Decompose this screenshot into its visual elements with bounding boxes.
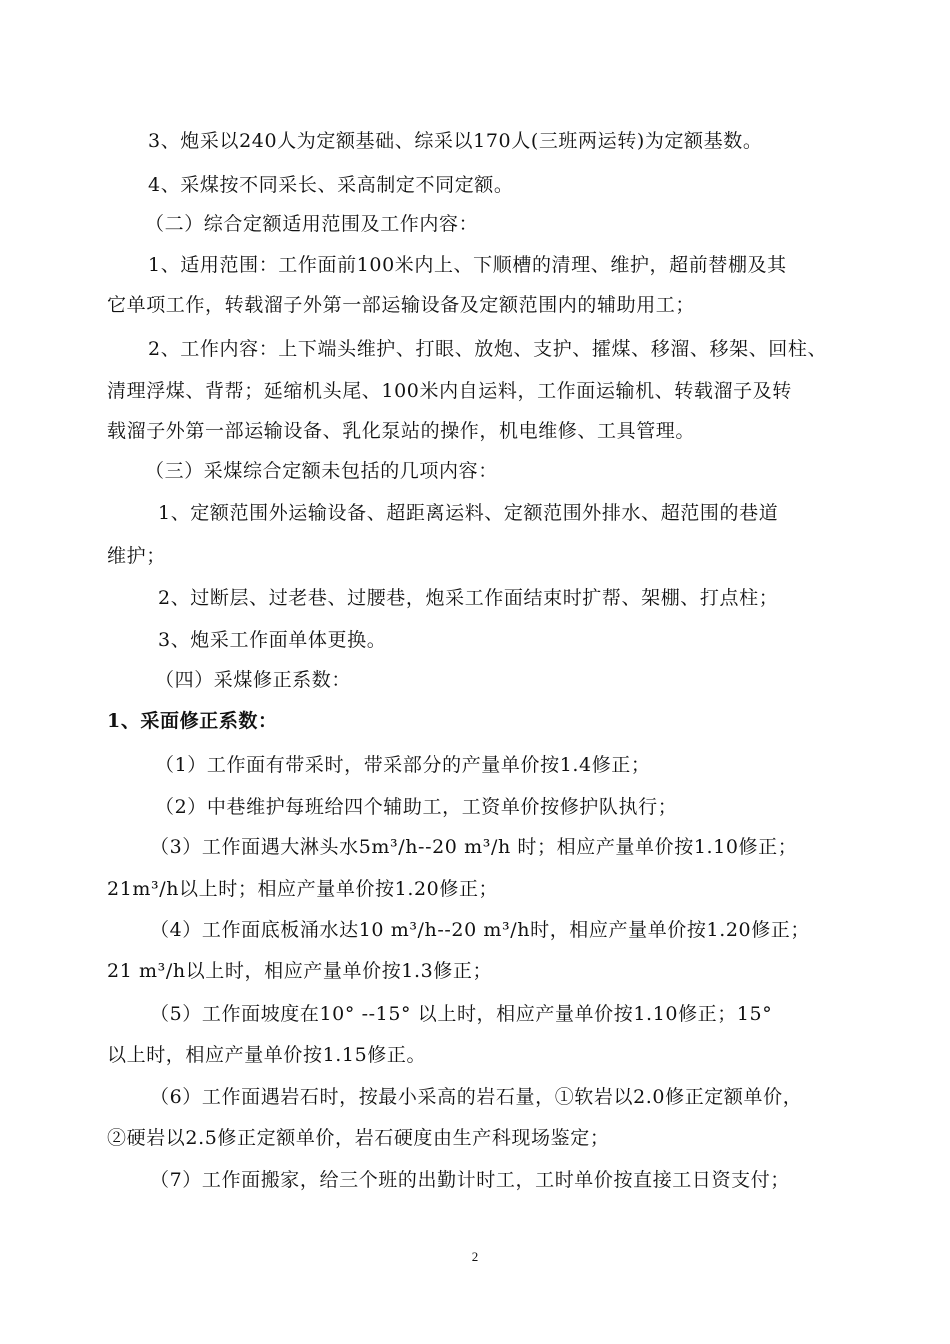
section-heading-4: （四）采煤修正系数： [155,669,352,691]
paragraph-line-7: 清理浮煤、背帮；延缩机头尾、100米内自运料，工作面运输机、转载溜子及转 [107,380,792,402]
paragraph-line-16: （1）工作面有带采时，带采部分的产量单价按1.4修正； [155,754,651,776]
paragraph-line-10: 1、定额范围外运输设备、超距离运料、定额范围外排水、超范围的巷道 [158,502,779,524]
section-heading-3: （三）采煤综合定额未包括的几项内容： [145,460,498,482]
paragraph-line-13: 3、炮采工作面单体更换。 [158,629,387,651]
section-heading-2: （二）综合定额适用范围及工作内容： [145,213,479,235]
paragraph-line-18: （3）工作面遇大淋头水5m³/h--20 m³/h 时；相应产量单价按1.10修正； [150,836,798,858]
paragraph-line-1: 3、炮采以240人为定额基础、综采以170人(三班两运转)为定额基数。 [148,130,763,152]
paragraph-line-20: （4）工作面底板涌水达10 m³/h--20 m³/h时，相应产量单价按1.20修正； [150,919,811,941]
paragraph-line-6: 2、工作内容：上下端头维护、打眼、放炮、支护、攉煤、移溜、移架、回柱、 [148,338,828,360]
paragraph-line-19: 21m³/h以上时；相应产量单价按1.20修正； [107,878,499,900]
paragraph-line-11: 维护； [107,545,166,567]
bold-subheading: 1、采面修正系数： [107,710,278,732]
paragraph-line-26: （7）工作面搬家，给三个班的出勤计时工，工时单价按直接工日资支付； [150,1169,790,1191]
paragraph-line-2: 4、采煤按不同采长、采高制定不同定额。 [148,174,514,196]
paragraph-line-21: 21 m³/h以上时，相应产量单价按1.3修正； [107,960,493,982]
paragraph-line-24: （6）工作面遇岩石时，按最小采高的岩石量，①软岩以2.0修正定额单价， [150,1086,803,1108]
page-number: 2 [471,1249,479,1264]
paragraph-line-4: 1、适用范围：工作面前100米内上、下顺槽的清理、维护，超前替棚及其 [148,254,787,276]
paragraph-line-5: 它单项工作，转载溜子外第一部运输设备及定额范围内的辅助用工； [107,294,696,316]
paragraph-line-12: 2、过断层、过老巷、过腰巷，炮采工作面结束时扩帮、架棚、打点柱； [158,587,779,609]
paragraph-line-23: 以上时，相应产量单价按1.15修正。 [107,1044,427,1066]
paragraph-line-8: 载溜子外第一部运输设备、乳化泵站的操作，机电维修、工具管理。 [107,420,696,442]
paragraph-line-22: （5）工作面坡度在10° --15° 以上时，相应产量单价按1.10修正；15° [150,1003,773,1025]
paragraph-line-25: ②硬岩以2.5修正定额单价，岩石硬度由生产科现场鉴定； [107,1127,610,1149]
paragraph-line-17: （2）中巷维护每班给四个辅助工，工资单价按修护队执行； [155,796,678,818]
